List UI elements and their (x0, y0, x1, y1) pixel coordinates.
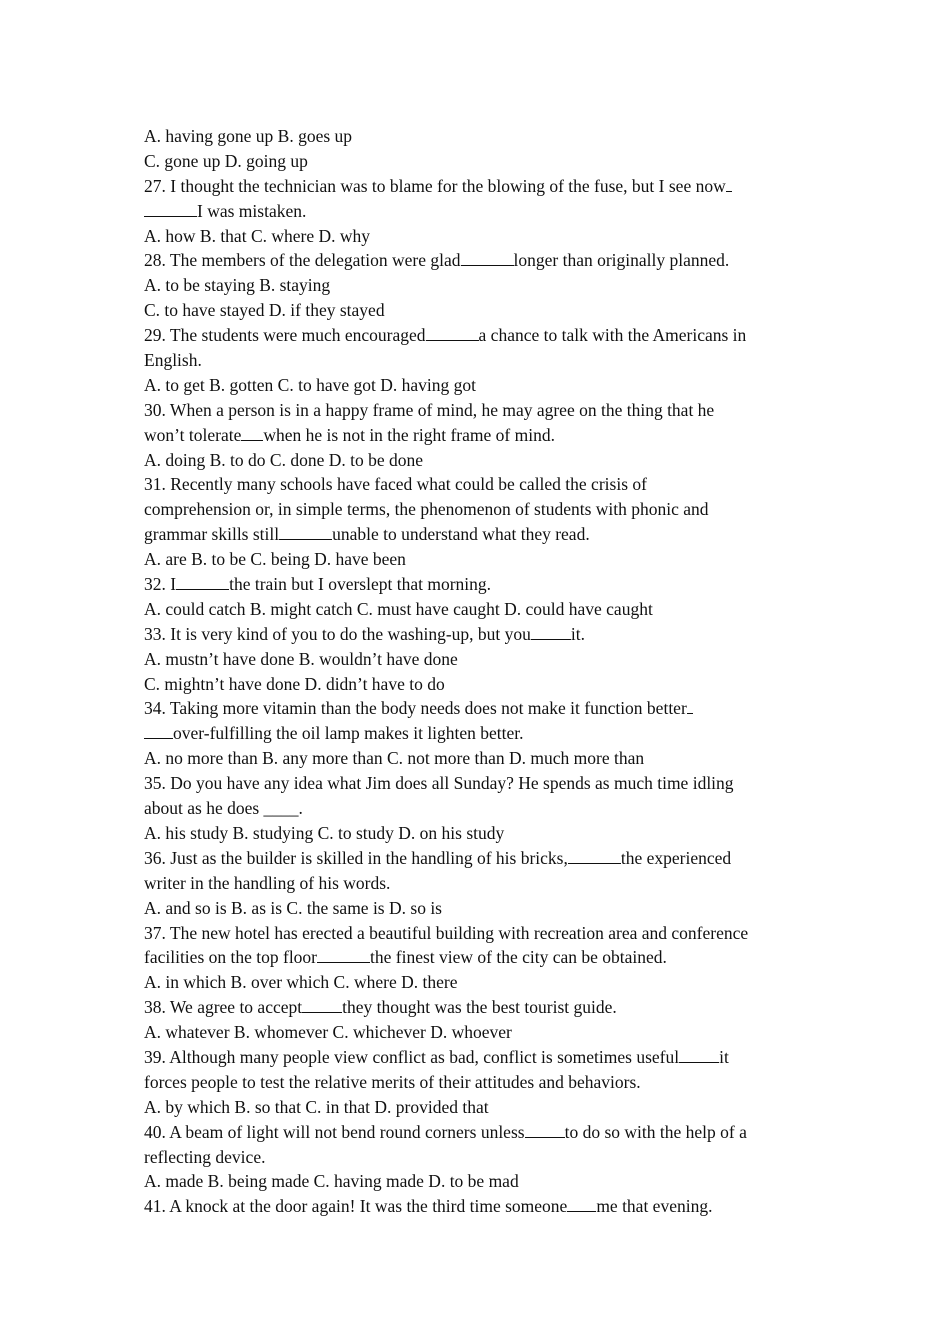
text-line (144, 1145, 816, 1170)
text-line (144, 995, 816, 1020)
answer-blank (726, 174, 732, 192)
text-line (144, 721, 816, 746)
text-line (144, 199, 816, 224)
answer-blank (687, 696, 693, 714)
line-text: 29. The students were much encouraged (144, 325, 426, 346)
line-text: 33. It is very kind of you to do the washing-up, but you (144, 623, 531, 644)
line-text: 39. Although many people view conflict as bad, conflict is sometimes useful (144, 1046, 680, 1067)
answer-blank (679, 1045, 719, 1063)
answer-blank (426, 323, 479, 341)
line-text-continued: it (719, 1046, 729, 1067)
line-text: won’t tolerate (144, 424, 242, 445)
line-text: A. in which B. over which C. where D. there (144, 972, 458, 993)
text-line (144, 1095, 816, 1120)
text-line (144, 323, 816, 348)
answer-blank (525, 1120, 565, 1138)
line-text: A. to get B. gotten C. to have got D. having got (144, 374, 476, 395)
text-line (144, 124, 816, 149)
answer-blank (144, 721, 173, 739)
line-text: 27. I thought the technician was to blame for the blowing of the fuse, but I see now (144, 175, 726, 196)
line-text: grammar skills still (144, 524, 280, 545)
answer-blank (176, 572, 229, 590)
answer-blank (568, 846, 621, 864)
text-line (144, 647, 816, 672)
line-text: A. to be staying B. staying (144, 275, 331, 296)
text-line (144, 448, 816, 473)
line-text-continued: me that evening. (596, 1196, 713, 1217)
document-page (144, 124, 816, 1219)
line-text-continued: a chance to talk with the Americans in (478, 325, 747, 346)
line-text: 36. Just as the builder is skilled in the handling of his bricks, (144, 847, 568, 868)
line-text: 32. I (144, 574, 177, 595)
line-text: 41. A knock at the door again! It was the third time someone (144, 1196, 568, 1217)
text-line (144, 896, 816, 921)
line-text-continued: the experienced (620, 847, 732, 868)
line-text: reflecting device. (144, 1146, 266, 1167)
text-line (144, 547, 816, 572)
line-text: A. and so is B. as is C. the same is D. so is (144, 897, 442, 918)
text-line (144, 174, 816, 199)
line-text: A. mustn’t have done B. wouldn’t have done (144, 648, 458, 669)
line-text: A. whatever B. whomever C. whichever D. whoever (144, 1022, 512, 1043)
line-text: facilities on the top floor (144, 947, 318, 968)
line-text-continued: it. (570, 623, 586, 644)
line-text: C. gone up D. going up (144, 150, 308, 171)
text-line (144, 1169, 816, 1194)
line-text-continued: the finest view of the city can be obtained. (370, 947, 667, 968)
line-text-continued: the train but I overslept that morning. (229, 574, 492, 595)
text-line (144, 273, 816, 298)
text-line (144, 1120, 816, 1145)
line-text-continued: longer than originally planned. (513, 250, 730, 271)
text-line (144, 497, 816, 522)
text-line (144, 348, 816, 373)
line-text: 31. Recently many schools have faced what could be called the crisis of (144, 474, 647, 495)
line-text: 30. When a person is in a happy frame of mind, he may agree on the thing that he (144, 399, 715, 420)
line-text-continued: over-fulfilling the oil lamp makes it lighten better. (173, 723, 524, 744)
text-line (144, 522, 816, 547)
text-line (144, 423, 816, 448)
line-text: 37. The new hotel has erected a beautiful building with recreation area and conference (144, 922, 749, 943)
line-text: 38. We agree to accept (144, 997, 303, 1018)
line-text-continued: I was mistaken. (197, 200, 307, 221)
line-text: A. made B. being made C. having made D. to be mad (144, 1171, 519, 1192)
answer-blank (302, 995, 342, 1013)
line-text: 35. Do you have any idea what Jim does all Sunday? He spends as much time idling (144, 773, 734, 794)
text-line (144, 672, 816, 697)
line-text: 34. Taking more vitamin than the body needs does not make it function better (144, 698, 687, 719)
line-text: 40. A beam of light will not bend round corners unless (144, 1121, 525, 1142)
text-line (144, 796, 816, 821)
line-text: A. having gone up B. goes up (144, 126, 353, 146)
line-text: writer in the handling of his words. (144, 872, 391, 893)
answer-blank (567, 1194, 596, 1212)
text-line (144, 821, 816, 846)
line-text: 28. The members of the delegation were glad (144, 250, 461, 271)
answer-blank (531, 622, 571, 640)
line-text: A. by which B. so that C. in that D. provided that (144, 1096, 489, 1117)
text-line (144, 1194, 816, 1219)
text-line (144, 149, 816, 174)
line-text-continued: when he is not in the right frame of mind. (263, 424, 555, 445)
text-line (144, 248, 816, 273)
answer-blank (461, 248, 514, 266)
line-text: about as he does ____. (144, 798, 303, 819)
line-text-continued: to do so with the help of a (564, 1121, 747, 1142)
text-line (144, 945, 816, 970)
text-line (144, 871, 816, 896)
text-line (144, 846, 816, 871)
line-text: A. doing B. to do C. done D. to be done (144, 449, 424, 470)
text-line (144, 224, 816, 249)
line-text: forces people to test the relative merits of their attitudes and behaviors. (144, 1071, 641, 1092)
line-text-continued: they thought was the best tourist guide. (342, 997, 617, 1018)
text-line (144, 572, 816, 597)
line-text: A. how B. that C. where D. why (144, 225, 371, 246)
line-text-continued: unable to understand what they read. (332, 524, 590, 545)
answer-blank (279, 522, 332, 540)
answer-blank (317, 945, 370, 963)
text-line (144, 696, 816, 721)
text-line (144, 921, 816, 946)
text-line (144, 597, 816, 622)
text-line (144, 1070, 816, 1095)
text-line (144, 771, 816, 796)
text-line (144, 398, 816, 423)
line-text: comprehension or, in simple terms, the phenomenon of students with phonic and (144, 499, 709, 520)
line-text: A. his study B. studying C. to study D. on his study (144, 822, 505, 843)
text-line (144, 472, 816, 497)
text-line (144, 622, 816, 647)
line-text: A. could catch B. might catch C. must have caught D. could have caught (144, 598, 653, 619)
line-text: A. are B. to be C. being D. have been (144, 549, 406, 570)
line-text: C. to have stayed D. if they stayed (144, 300, 385, 321)
text-line (144, 970, 816, 995)
answer-blank (241, 423, 263, 441)
text-line (144, 298, 816, 323)
text-line (144, 373, 816, 398)
line-text: A. no more than B. any more than C. not more than D. much more than (144, 748, 645, 769)
text-line (144, 746, 816, 771)
text-line (144, 1045, 816, 1070)
text-line (144, 1020, 816, 1045)
line-text: English. (144, 350, 202, 371)
answer-blank (144, 199, 197, 217)
line-text: C. mightn’t have done D. didn’t have to do (144, 673, 445, 694)
